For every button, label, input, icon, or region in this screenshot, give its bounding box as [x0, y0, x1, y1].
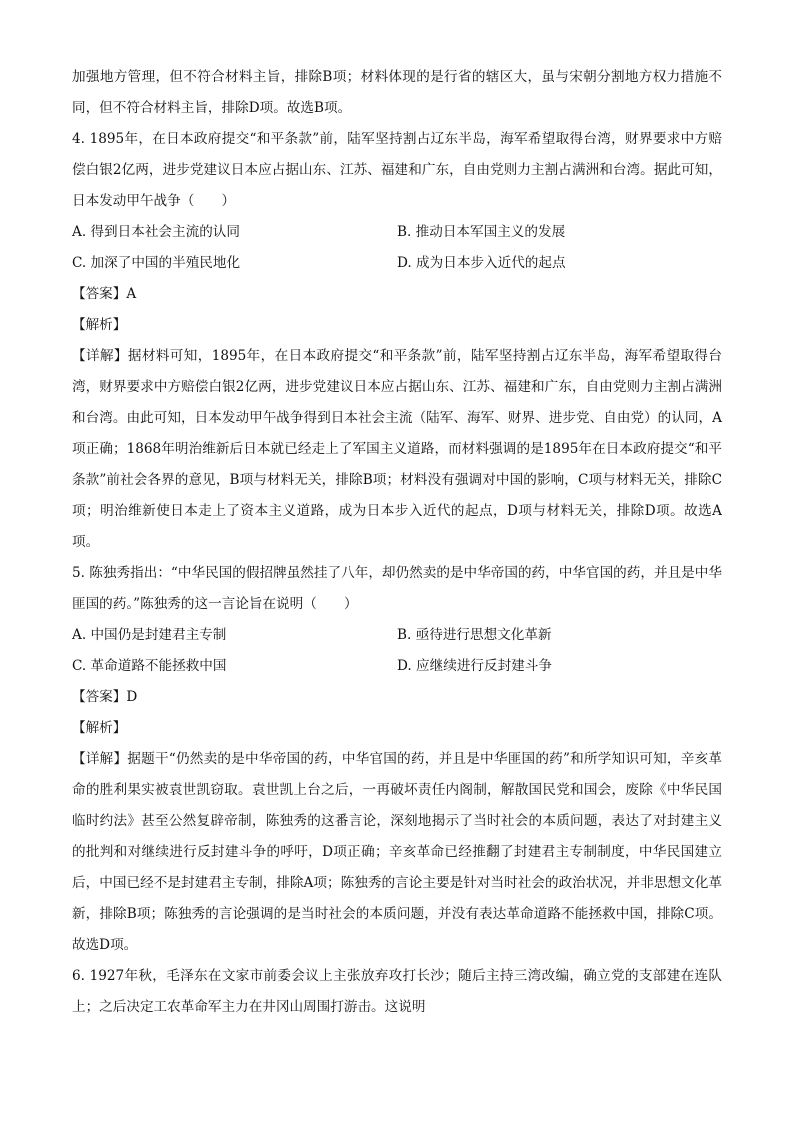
previous-question-analysis-tail: 加强地方管理，但不符合材料主旨，排除B项；材料体现的是行省的辖区大，虽与宋朝分割地方权力措施不同，但不符合材料主旨，排除D项。故选B项。 [72, 69, 722, 116]
question-5-option-c: C. 革命道路不能拯救中国 [72, 658, 227, 674]
question-4-detail: 【详解】据材料可知，1895年，在日本政府提交“和平条款”前，陆军坚持割占辽东半岛，海军希望取得台湾，财界要求中方赔偿白银2亿两，进步党建议日本应占据山东、江苏、福建和广东，自由党则力主割占满洲和台湾。由此可知，日本发动甲午战争得到日本社会主流（陆军、海军、财界、进步党、自由党）的认同，A项正确；1868年明治维新后日本就已经走上了军国主义道路，而材料强调的是1895年在日本政府提交“和平条款”前社会各界的意见，B项与材料无关，排除B项；材料没有强调对中国的影响，C项与材料无关，排除C项；明治维新使日本走上了资本主义道路，成为日本步入近代的起点，D项与材料无关，排除D项。故选A项。 [72, 348, 722, 550]
question-4-stem: 4. 1895年，在日本政府提交“和平条款”前，陆军坚持割占辽东半岛，海军希望取得台湾，财界要求中方赔偿白银2亿两，进步党建议日本应占据山东、江苏、福建和广东，自由党则力主割占满洲和台湾。据此可知，日本发动甲午战争（ ） [72, 131, 722, 209]
page-content [72, 62, 722, 1023]
question-5-analysis-label: 【解析】 [72, 720, 127, 736]
question-6-stem: 6. 1927年秋，毛泽东在文家市前委会议上主张放弃攻打长沙；随后主持三湾改编，确立党的支部建在连队上；之后决定工农革命军主力在井冈山周围打游击。这说明 [72, 968, 722, 1015]
question-5-options [72, 620, 722, 682]
question-5-option-a: A. 中国仍是封建君主专制 [72, 627, 227, 643]
question-4-options [72, 217, 722, 279]
question-4-analysis-label: 【解析】 [72, 317, 127, 333]
question-4-option-a: A. 得到日本社会主流的认同 [72, 224, 240, 240]
question-4-option-d: D. 成为日本步入近代的起点 [397, 255, 566, 271]
question-5-option-b: B. 亟待进行思想文化革新 [397, 627, 552, 643]
question-5-answer: 【答案】D [72, 689, 138, 705]
question-5-stem: 5. 陈独秀指出：“中华民国的假招牌虽然挂了八年，却仍然卖的是中华帝国的药，中华官国的药，并且是中华匪国的药。”陈独秀的这一言论旨在说明（ ） [72, 565, 722, 612]
question-4-answer: 【答案】A [72, 286, 137, 302]
question-5-option-d: D. 应继续进行反封建斗争 [397, 658, 552, 674]
question-5-detail: 【详解】据题干“仍然卖的是中华帝国的药，中华官国的药，并且是中华匪国的药”和所学知识可知，辛亥革命的胜利果实被袁世凯窃取。袁世凯上台之后，一再破坏责任内阁制，解散国民党和国会，废除《中华民国临时约法》甚至公然复辟帝制，陈独秀的这番言论，深刻地揭示了当时社会的本质问题，表达了对封建主义的批判和对继续进行反封建斗争的呼吁，D项正确；辛亥革命已经推翻了封建君主专制制度，中华民国建立后，中国已经不是封建君主专制，排除A项；陈独秀的言论主要是针对当时社会的政治状况，并非思想文化革新，排除B项；陈独秀的言论强调的是当时社会的本质问题，并没有表达革命道路不能拯救中国，排除C项。故选D项。 [72, 751, 722, 953]
question-4-option-b: B. 推动日本军国主义的发展 [397, 224, 566, 240]
question-4-option-c: C. 加深了中国的半殖民地化 [72, 255, 241, 271]
